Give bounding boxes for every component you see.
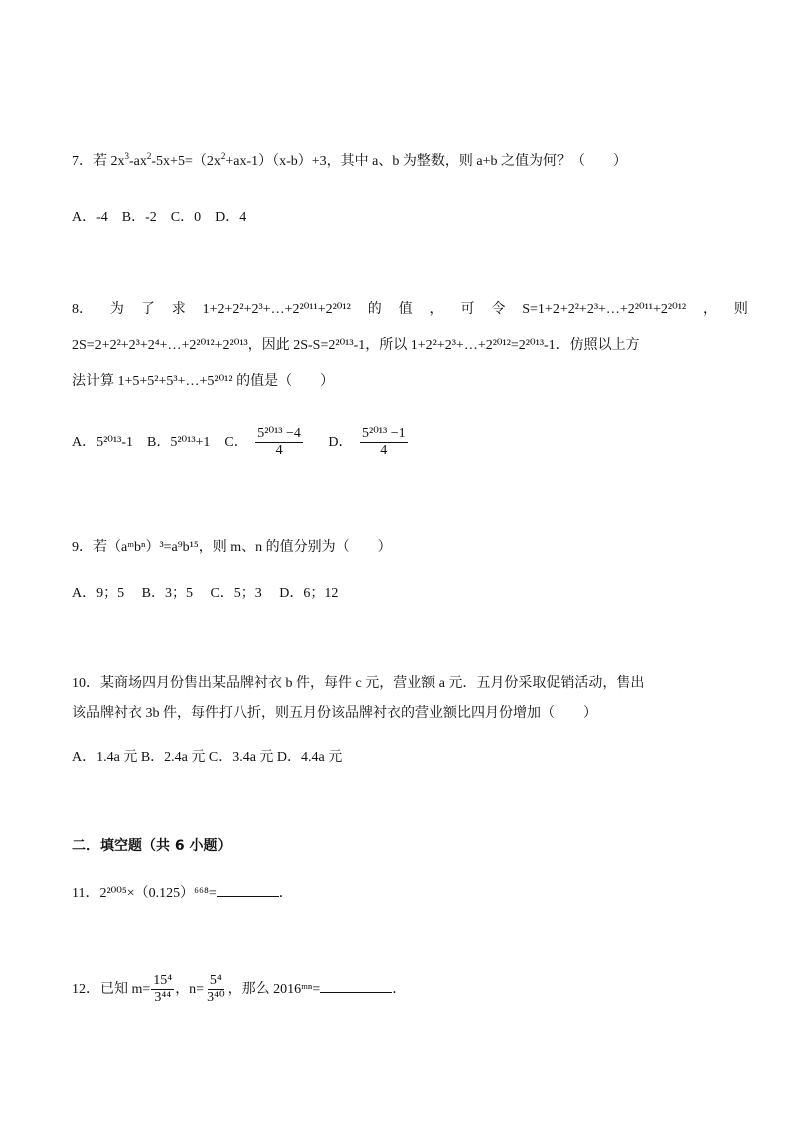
fraction-numerator: 5²⁰¹³ −1 xyxy=(362,426,406,442)
q8-word: 令 xyxy=(491,302,506,317)
q8-word: 为 xyxy=(109,302,124,317)
q8-options-ab: A．5²⁰¹³-1 B．5²⁰¹³+1 C． xyxy=(72,435,248,450)
question-10-line-1: 10．某商场四月份售出某品牌衬衣 b 件，每件 c 元，营业额 a 元．五月份采取促销活动，售出 xyxy=(72,676,645,691)
fraction-denominator: 4 xyxy=(275,443,283,459)
fraction-denominator: 3⁴⁴ xyxy=(154,990,172,1006)
question-10-options: A．1.4a 元 B．2.4a 元 C．3.4a 元 D．4.4a 元 xyxy=(72,750,343,765)
fraction-numerator: 5²⁰¹³ −4 xyxy=(257,426,301,442)
q8-word: 值 xyxy=(398,302,413,317)
question-7-options: A．-4 B．-2 C．0 D．4 xyxy=(72,210,247,225)
q8-word: 了 xyxy=(140,302,155,317)
q8-word: 可 xyxy=(460,302,475,317)
q8-word: ， xyxy=(429,302,444,317)
q7-sup-1: 3 xyxy=(124,151,129,161)
answer-blank[interactable] xyxy=(320,980,392,993)
fraction-numerator: 15⁴ xyxy=(153,973,173,989)
q12-m-fraction xyxy=(151,973,174,1006)
question-8-options xyxy=(72,424,748,462)
question-11 xyxy=(72,884,748,904)
q8-word: ， xyxy=(703,302,718,317)
q8-word: 8． xyxy=(72,302,93,317)
q12-text-post: ，那么 2016ᵐⁿ= xyxy=(227,982,321,997)
q8-word: 则 xyxy=(733,302,748,317)
fraction-numerator: 5⁴ xyxy=(209,973,222,989)
q7-text-1: 7．若 2x xyxy=(72,154,125,169)
question-9-stem: 9．若（aᵐbⁿ）³=a⁹b¹⁵，则 m、n 的值分别为（ ） xyxy=(72,540,392,555)
question-8-line-1 xyxy=(72,300,748,320)
q8-option-c-fraction xyxy=(255,426,303,459)
q8-option-d-fraction xyxy=(360,426,408,459)
question-8-line-2: 2S=2+2²+2³+2⁴+…+2²⁰¹²+2²⁰¹³，因此 2S-S=2²⁰¹³-1，所以 1+2²+2³+…+2²⁰¹²=2²⁰¹³-1．仿照以上方 xyxy=(72,338,640,353)
question-12 xyxy=(72,970,748,1010)
answer-blank[interactable] xyxy=(217,884,279,897)
q7-text-2: -ax xyxy=(129,154,147,169)
q8-word: S=1+2+2²+2³+…+2²⁰¹¹+2²⁰¹² xyxy=(522,302,687,317)
question-9-options: A．9；5 B．3；5 C．5；3 D．6；12 xyxy=(72,586,339,601)
q12-n-fraction xyxy=(205,973,227,1006)
q7-text-4: +ax-1）（x-b）+3，其中 a、b 为整数，则 a+b 之值为何？（ ） xyxy=(225,154,627,169)
q11-text: 11．2²⁰⁰⁵×（0.125）⁶⁶⁸= xyxy=(72,886,217,901)
question-7-stem xyxy=(72,152,748,172)
q7-sup-3: 2 xyxy=(220,151,226,161)
section-2-heading: 二．填空题（共 6 小题） xyxy=(72,838,232,854)
fraction-denominator: 3⁴⁰ xyxy=(207,990,225,1006)
q8-word: 的 xyxy=(367,302,382,317)
fraction-denominator: 4 xyxy=(380,443,388,459)
question-10-line-2: 该品牌衬衣 3b 件，每件打八折，则五月份该品牌衬衣的营业额比四月份增加（ ） xyxy=(72,706,597,721)
q12-text-mid: ，n= xyxy=(175,982,205,997)
q11-end: ． xyxy=(278,886,293,901)
q7-text-3: -5x+5=（2x xyxy=(151,154,221,169)
q12-end: ． xyxy=(392,982,407,997)
q8-word: 求 xyxy=(171,302,186,317)
q8-word: 1+2+2²+2³+…+2²⁰¹¹+2²⁰¹² xyxy=(202,302,351,317)
q7-sup-2: 2 xyxy=(146,151,152,161)
q12-text: 12．已知 m= xyxy=(72,982,151,997)
question-8-line-3: 法计算 1+5+5²+5³+…+5²⁰¹² 的值是（ ） xyxy=(72,374,335,389)
q8-option-d-label: D． xyxy=(328,435,353,450)
